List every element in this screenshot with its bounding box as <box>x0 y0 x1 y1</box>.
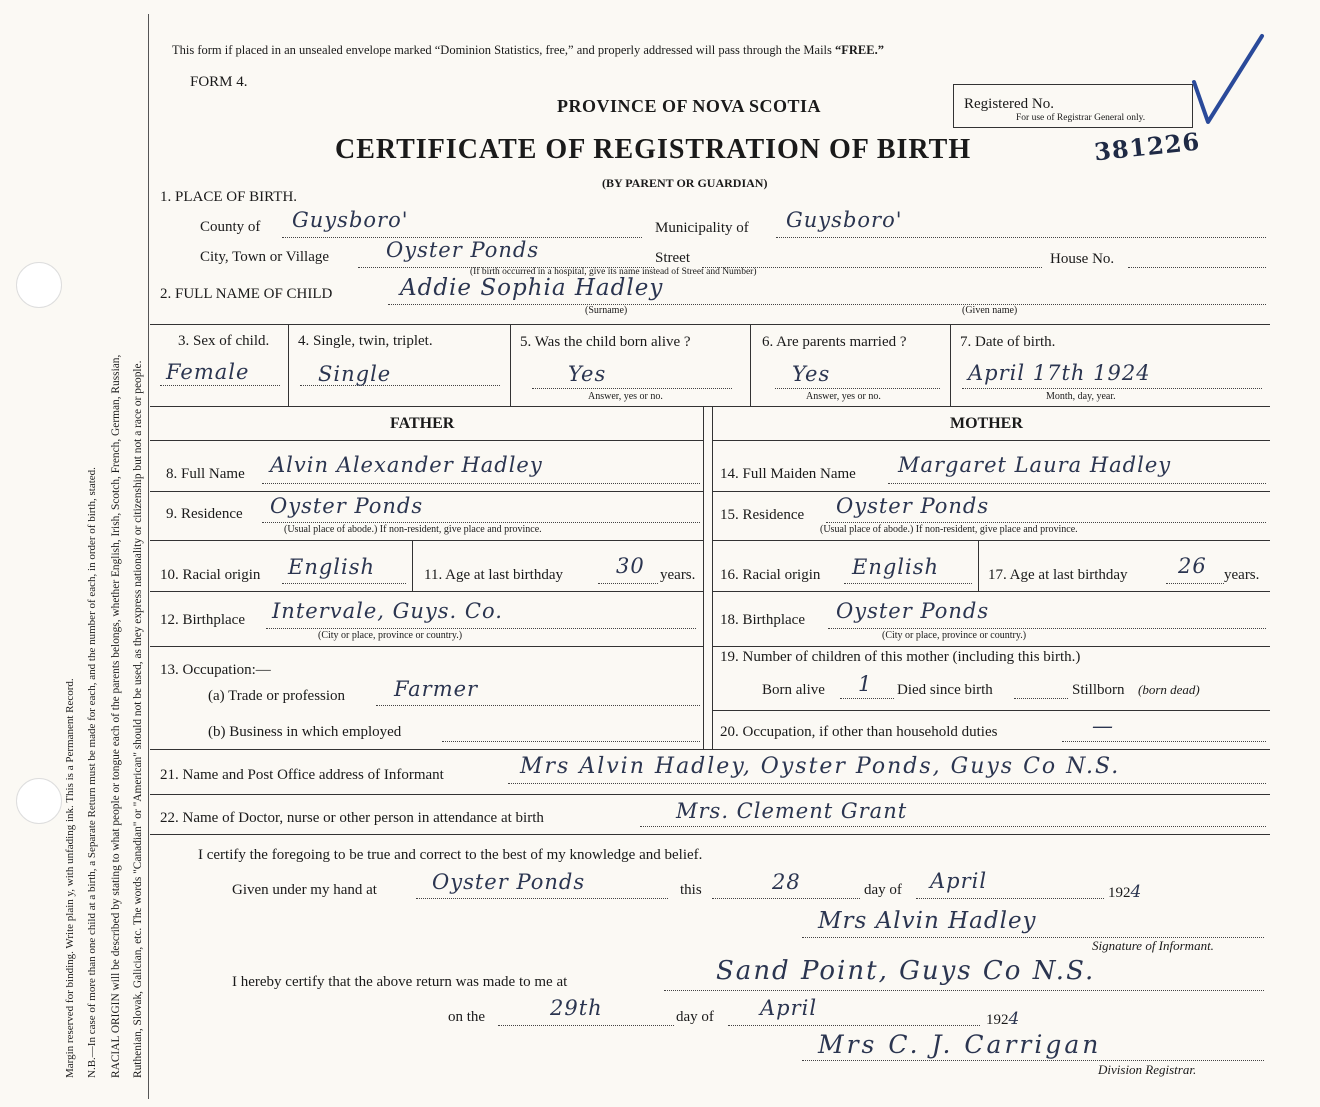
mother-occupation-label: 20. Occupation, if other than household duties <box>720 724 998 740</box>
single-twin-value: Single <box>318 362 392 386</box>
county-label: County of <box>200 219 261 235</box>
born-alive-note: Answer, yes or no. <box>588 391 663 402</box>
form-number: FORM 4. <box>190 74 248 90</box>
parents-married-label: 6. Are parents married ? <box>762 334 907 350</box>
father-residence-label: 9. Residence <box>166 506 243 522</box>
mother-residence-label: 15. Residence <box>720 507 805 523</box>
dob-label: 7. Date of birth. <box>960 334 1056 350</box>
father-birthplace-value: Intervale, Guys. Co. <box>272 599 503 623</box>
given-month-value: April <box>930 869 988 893</box>
given-under-hand-label: Given under my hand at <box>232 882 377 898</box>
children-count-label: 19. Number of children of this mother (including this birth.) <box>720 649 1081 665</box>
margin-note-3: RACIAL ORIGIN will be described by stating to what people or tongue each of the parents belongs, whether English, Irish, Scotch, French, German, Russian, <box>110 354 122 1078</box>
house-label: House No. <box>1050 251 1115 267</box>
margin-border <box>148 14 149 1099</box>
on-the-label: on the <box>448 1009 486 1025</box>
registrar-day-of-label: day of <box>676 1009 714 1025</box>
registered-number: 381226 <box>1092 126 1202 167</box>
registrar-use-note: For use of Registrar General only. <box>1016 113 1146 123</box>
municipality-value: Guysboro' <box>786 208 903 232</box>
father-heading: FATHER <box>390 415 455 432</box>
child-name-label: 2. FULL NAME OF CHILD <box>160 286 333 302</box>
registered-label: Registered No. <box>964 96 1054 112</box>
sex-label: 3. Sex of child. <box>178 333 270 349</box>
county-value: Guysboro' <box>292 208 409 232</box>
punch-hole-top <box>16 262 62 308</box>
sex-value: Female <box>166 360 250 384</box>
dob-note: Month, day, year. <box>1046 391 1116 402</box>
father-birthplace-label: 12. Birthplace <box>160 612 245 628</box>
registrar-month-value: April <box>760 996 818 1020</box>
parents-married-note: Answer, yes or no. <box>806 391 881 402</box>
registrar-year-suffix: 4 <box>1008 1009 1021 1029</box>
hospital-note: (If birth occurred in a hospital, give its name instead of Street and Number) <box>470 267 757 277</box>
informant-value: Mrs Alvin Hadley, Oyster Ponds, Guys Co N.S. <box>520 754 1121 779</box>
mail-notice: This form if placed in an unsealed envelope marked “Dominion Statistics, free,” and properly addressed will pass through the Mails “FREE.” <box>172 43 884 57</box>
business-label: (b) Business in which employed <box>208 724 402 740</box>
punch-hole-bottom <box>16 778 62 824</box>
informant-signature-label: Signature of Informant. <box>1092 938 1214 953</box>
single-twin-label: 4. Single, twin, triplet. <box>298 333 433 349</box>
mother-birthplace-note: (City or place, province or country.) <box>882 630 1027 641</box>
mother-racial-label: 16. Racial origin <box>720 567 821 583</box>
father-age-label: 11. Age at last birthday <box>424 567 563 583</box>
father-residence-note: (Usual place of abode.) If non-resident, give place and province. <box>284 524 542 535</box>
street-label: Street <box>655 250 690 266</box>
margin-note-1: Margin reserved for binding. Write plain y, with unfading ink. This is a Permanent Record. <box>64 678 76 1078</box>
registered-box <box>953 84 1193 128</box>
this-label: this <box>680 882 702 898</box>
informant-label: 21. Name and Post Office address of Informant <box>160 767 444 783</box>
mother-name-value: Margaret Laura Hadley <box>898 453 1172 477</box>
mother-birthplace-value: Oyster Ponds <box>836 599 990 623</box>
father-racial-label: 10. Racial origin <box>160 567 261 583</box>
mother-age-unit: years. <box>1224 567 1260 583</box>
informant-signature: Mrs Alvin Hadley <box>818 908 1037 934</box>
mother-residence-note: (Usual place of abode.) If non-resident, give place and province. <box>820 524 1078 535</box>
certificate-title: CERTIFICATE OF REGISTRATION OF BIRTH <box>335 134 972 165</box>
parents-married-value: Yes <box>792 362 831 386</box>
place-of-birth-heading: 1. PLACE OF BIRTH. <box>160 189 298 205</box>
free-notice: “FREE.” <box>835 43 884 57</box>
city-label: City, Town or Village <box>200 249 330 265</box>
stillborn-note: (born dead) <box>1138 682 1200 697</box>
margin-note-4: Ruthenian, Slovak, Galician, etc. The words "Canadian" or "American" should not be used, as they express nationality or citizenship but not a race or people. <box>132 360 144 1078</box>
registrar-place-value: Sand Point, Guys Co N.S. <box>716 956 1096 986</box>
born-alive-label: 5. Was the child born alive ? <box>520 334 691 350</box>
given-day-of-label: day of <box>864 882 902 898</box>
mother-heading: MOTHER <box>950 415 1023 432</box>
registrar-day-value: 29th <box>550 996 603 1020</box>
given-place-value: Oyster Ponds <box>432 870 586 894</box>
margin-note-2: N.B.—In case of more than one child at a birth, a Separate Return must be made for each, and the number of each, in order of birth, stated. <box>86 467 98 1078</box>
surname-note: (Surname) <box>585 305 628 316</box>
trade-value: Farmer <box>394 677 479 701</box>
father-residence-value: Oyster Ponds <box>270 494 424 518</box>
died-since-birth-label: Died since birth <box>897 682 993 698</box>
born-alive-count-value: 1 <box>858 672 873 696</box>
certificate-subtitle: (BY PARENT OR GUARDIAN) <box>602 176 768 190</box>
mother-birthplace-label: 18. Birthplace <box>720 612 805 628</box>
registrar-statement: I hereby certify that the above return was made to me at <box>232 974 568 990</box>
doctor-value: Mrs. Clement Grant <box>676 799 908 823</box>
registrar-year: 1924 <box>986 1009 1021 1029</box>
given-name-note: (Given name) <box>962 305 1018 316</box>
doctor-label: 22. Name of Doctor, nurse or other person in attendance at birth <box>160 810 544 826</box>
father-name-value: Alvin Alexander Hadley <box>270 453 543 477</box>
certify-statement: I certify the foregoing to be true and correct to the best of my knowledge and belief. <box>198 847 703 863</box>
mother-age-label: 17. Age at last birthday <box>988 567 1128 583</box>
registrar-signature-label: Division Registrar. <box>1098 1062 1197 1077</box>
municipality-label: Municipality of <box>655 220 749 236</box>
occupation-label: 13. Occupation:— <box>160 662 271 678</box>
given-year: 1924 <box>1108 882 1143 902</box>
born-alive-value: Yes <box>568 362 607 386</box>
mother-occupation-value: — <box>1092 714 1114 738</box>
born-alive-count-label: Born alive <box>762 682 825 698</box>
child-name-value: Addie Sophia Hadley <box>400 275 664 301</box>
father-name-label: 8. Full Name <box>166 466 245 482</box>
checkmark-icon <box>1188 30 1268 130</box>
given-day-value: 28 <box>772 870 801 894</box>
mother-racial-value: English <box>852 555 940 579</box>
province-heading: PROVINCE OF NOVA SCOTIA <box>557 96 822 116</box>
mother-residence-value: Oyster Ponds <box>836 494 990 518</box>
father-birthplace-note: (City or place, province or country.) <box>318 630 463 641</box>
given-year-suffix: 4 <box>1130 882 1143 902</box>
trade-label: (a) Trade or profession <box>208 688 346 704</box>
registrar-signature: Mrs C. J. Carrigan <box>818 1030 1102 1059</box>
stillborn-label: Stillborn (born dead) <box>1072 682 1200 698</box>
father-racial-value: English <box>288 555 376 579</box>
father-age-unit: years. <box>660 567 696 583</box>
mother-age-value: 26 <box>1178 554 1207 578</box>
father-age-value: 30 <box>616 554 645 578</box>
city-value: Oyster Ponds <box>386 238 540 262</box>
mother-name-label: 14. Full Maiden Name <box>720 466 856 482</box>
dob-value: April 17th 1924 <box>968 361 1151 385</box>
